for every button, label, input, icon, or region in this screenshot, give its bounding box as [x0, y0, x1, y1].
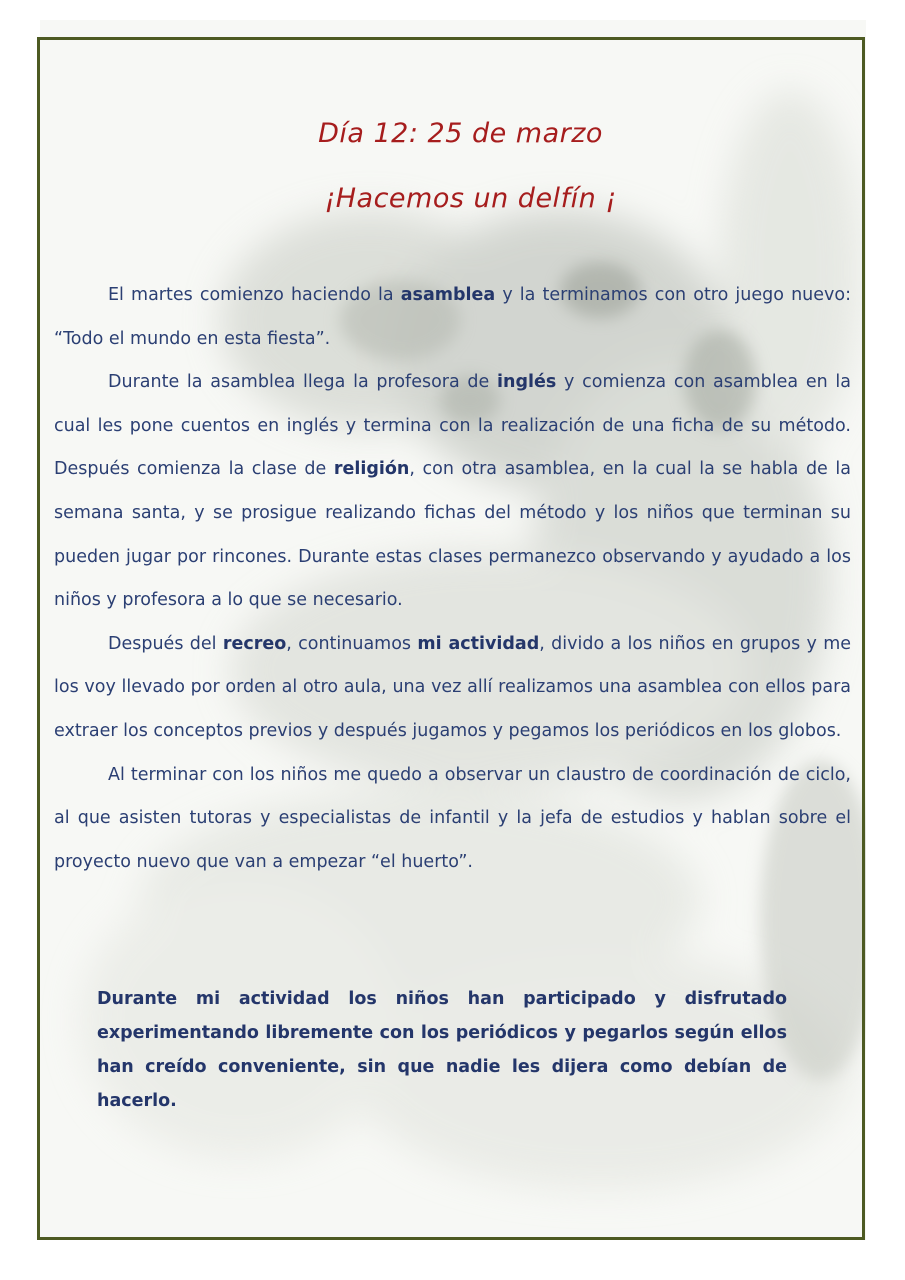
keyword-recreo: recreo: [222, 633, 287, 654]
keyword-religion: religión: [333, 459, 410, 480]
keyword-ingles: inglés: [497, 372, 557, 393]
keyword-asamblea: asamblea: [400, 285, 496, 305]
paragraph-english-religion: Durante la asamblea llega la profesora de inglés y comienza con asamblea en la cual les pone cuentos en inglés y termina con la realización de una ficha de su método. Después comienza la clase de religión, con otra asamblea, en la cual la se habla de la semana santa, y se prosigue realizando fichas del método y los niños que terminan su pueden jugar por rincones. Durante estas clases permanezco observando y ayudado a los niños y profesora a lo que se necesario.: [54, 372, 851, 611]
journal-body: [54, 274, 851, 884]
date-title: Día 12: 25 de marzo: [318, 118, 603, 149]
conclusion-paragraph: Durante mi actividad los niños han participado y disfrutado experimentando libremente con los periódicos y pegarlos según ellos han creído conveniente, sin que nadie les dijera como debían de hacerlo.: [97, 989, 787, 1111]
paragraph-assembly: El martes comienzo haciendo la asamblea y la terminamos con otro juego nuevo: “Todo el mundo en esta fiesta”.: [54, 285, 851, 349]
keyword-mi-actividad: mi actividad: [417, 633, 540, 654]
paragraph-activity: Después del recreo, continuamos mi actividad, divido a los niños en grupos y me los voy llevado por orden al otro aula, una vez allí realizamos una asamblea con ellos para extraer los conceptos previos y después jugamos y pegamos los periódicos en los globos.: [54, 633, 852, 741]
activity-title: ¡Hacemos un delfín ¡: [324, 183, 617, 214]
paragraph-staff-meeting: Al terminar con los niños me quedo a observar un claustro de coordinación de ciclo, al que asisten tutoras y especialistas de infantil y la jefa de estudios y hablan sobre el proyecto nuevo que van a empezar “el huerto”.: [54, 764, 851, 872]
